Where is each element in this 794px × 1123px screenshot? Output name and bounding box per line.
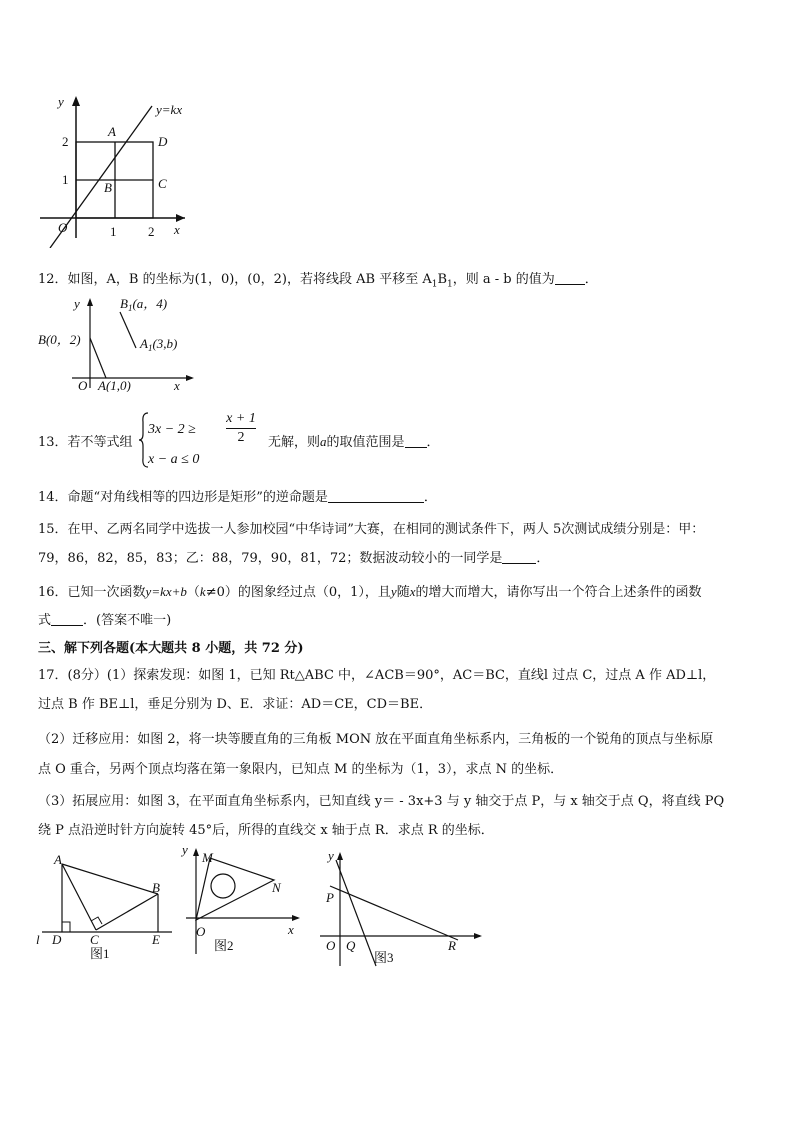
point-label-A: A (54, 852, 62, 867)
origin-label: O (326, 938, 336, 953)
question-17-line-3: （2）迁移应用：如图 2，将一块等腰直角的三角板 MON 放在平面直角坐标系内，三角板的一个锐角的顶点与坐标原 (38, 732, 714, 747)
question-17-line-5: （3）拓展应用：如图 3，在平面直角坐标系内，已知直线 y＝ - 3x+3 与 y 轴交于点 P，与 x 轴交于点 Q，将直线 PQ (38, 794, 725, 809)
question-17-line-4: 点 O 重合，另两个顶点均落在第一象限内，已知点 M 的坐标为（1，3），求点 N 的坐标． (38, 762, 564, 777)
point-label-R: R (448, 938, 456, 953)
figure-2-caption: 图2 (214, 938, 234, 953)
section-heading-3: 三、解下列各题(本大题共 8 小题，共 72 分) (38, 641, 304, 656)
axis-label-x: x (174, 378, 180, 392)
point-label-D: D (158, 134, 168, 149)
question-15-line-1: 15．在甲、乙两名同学中选拔一人参加校园“中华诗词”大赛，在相同的测试条件下，两人 5次测试成绩分别是：甲： (38, 522, 705, 537)
point-label-A: A (108, 124, 116, 139)
point-label-P: P (326, 890, 334, 905)
line-label-ykx: y=kx (156, 102, 183, 117)
answer-blank-16[interactable] (51, 613, 83, 626)
figure-2 (180, 842, 305, 957)
tick-y2: 2 (62, 134, 69, 149)
line-label-l: l (36, 932, 40, 947)
point-label-B: B(0，2) (38, 332, 81, 347)
answer-blank-15[interactable] (502, 551, 536, 564)
origin-label: O (58, 220, 68, 235)
point-label-A: A(1,0) (98, 378, 131, 392)
question-14: 14．命题“对角线相等的四边形是矩形”的逆命题是 ． (38, 490, 437, 505)
question-17-line-1: 17．(8分）(1）探索发现：如图 1，已知 Rt△ABC 中，∠ACB＝90°，AC＝BC，直线l 过点 C，过点 A 作 AD⊥l， (38, 668, 716, 683)
question-15-line-2: 79，86，82，85，83；乙：88，79，90，81，72；数据波动较小的一同学是 ． (38, 551, 550, 566)
point-label-D: D (52, 932, 62, 947)
question-16-line-2: 式 ．(答案不唯一) (38, 613, 172, 628)
axis-label-y: y (74, 296, 80, 311)
fraction: $\frac{x + 1}{2}$ (226, 411, 256, 445)
origin-label: O (78, 378, 88, 392)
point-label-B: B (152, 880, 160, 895)
axis-label-x: x (288, 922, 294, 937)
figure-3-caption: 图3 (374, 950, 394, 965)
answer-blank-12[interactable] (555, 272, 585, 285)
point-label-C: C (158, 176, 167, 191)
question-16-line-1: 16．已知一次函数y=kx+b（k≠0）的图象经过点（0，1），且y随x的增大而增大，请你写出一个符合上述条件的函数 (38, 584, 702, 600)
point-label-B: B (104, 180, 112, 195)
tick-x2: 2 (148, 224, 155, 239)
point-label-B1: $B_1(a$，4) (120, 296, 168, 313)
origin-label: O (196, 924, 206, 939)
question-17-line-2: 过点 B 作 BE⊥l，垂足分别为 D、E．求证：AD＝CE，CD＝BE． (38, 697, 433, 712)
question-17-line-6: 绕 P 点沿逆时针方向旋转 45°后，所得的直线交 x 轴于点 R．求点 R 的坐标． (38, 823, 494, 838)
point-label-C: C (90, 932, 99, 947)
point-label-N: N (272, 880, 281, 895)
answer-blank-13[interactable] (405, 435, 427, 448)
axis-label-x: x (174, 222, 180, 237)
axis-label-y: y (182, 842, 188, 857)
figure-line-ykx (30, 88, 200, 248)
answer-blank-14[interactable] (328, 490, 424, 503)
point-label-Q: Q (346, 938, 356, 953)
figure-segment-translation (34, 292, 204, 392)
point-label-E: E (152, 932, 160, 947)
tick-y1: 1 (62, 172, 69, 187)
point-label-A1: $A_1(3,b)$ (140, 336, 178, 353)
point-label-M: M (202, 850, 213, 865)
figure-1-caption: 图1 (90, 946, 110, 961)
figure-3 (310, 848, 490, 973)
figure-1 (34, 850, 184, 965)
question-12: 12．如图，A，B 的坐标为(1，0)，(0，2)，若将线段 AB 平移至 $A_1B_1$，则 a - b 的值为 ． (38, 272, 598, 290)
axis-label-y: y (328, 848, 334, 863)
tick-x1: 1 (110, 224, 117, 239)
axis-label-y: y (58, 94, 64, 109)
